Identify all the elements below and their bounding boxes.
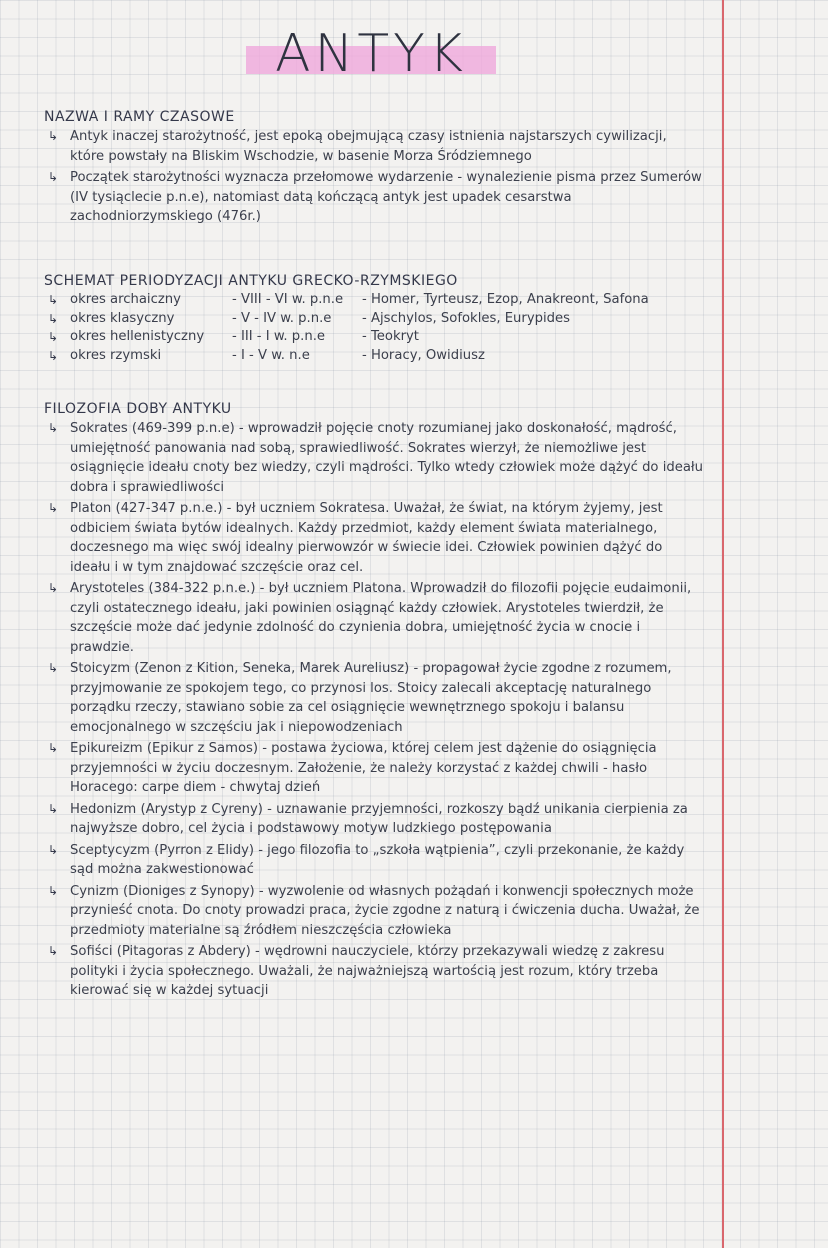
list-item	[44, 739, 704, 798]
item-text: (Dioniges z Synopy) - wyzwolenie od własnych pożądań i konwencji społecznych może przynieść cnota. Do cnoty prowadzi praca, życie zgodne z naturą i ćwiczenia ducha. Uważał, że przedmioty materialne są źródłem nieszczęścia człowieka	[70, 883, 700, 938]
period-authors: - Homer, Tyrteusz, Ezop, Anakreont, Safona	[362, 292, 649, 307]
arrow-icon: ↳	[48, 311, 59, 326]
section-heading: SCHEMAT PERIODYZACJI ANTYKU GRECKO-RZYMSKIEGO	[44, 273, 458, 289]
period-row	[44, 328, 704, 347]
section-periodization	[44, 270, 704, 365]
term: Cynizm	[70, 883, 119, 899]
period-name: okres archaiczny	[70, 292, 181, 307]
item-text: (Pitagoras z Abdery) - wędrowni nauczyciele, którzy przekazywali wiedzę z zakresu polityki i życia społecznego. Uważali, że najważniejszą wartością jest rozum, który trzeba kierować się w każdej sytuacji	[70, 944, 665, 998]
arrow-icon: ↳	[48, 581, 59, 595]
arrow-icon: ↳	[48, 883, 59, 898]
term: Sceptycyzm	[70, 842, 150, 858]
title-text: ANTYK	[274, 24, 468, 84]
term: Hedonizm	[70, 801, 137, 817]
period-dates: - III - I w. p.n.e	[232, 329, 326, 344]
arrow-icon: ↳	[48, 741, 59, 755]
item-text: (Arystyp z Cyreny) - uznawanie przyjemności, rozkoszy bądź unikania cierpienia za najwyższe dobro, cel życia i podstawowy motyw ludzkiego postępowania	[70, 801, 688, 836]
list-item	[44, 841, 704, 880]
list-item	[44, 579, 704, 657]
period-name: okres rzymski	[70, 347, 162, 363]
item-text: (469-399 p.n.e) - wprowadził pojęcie cnoty rozumianej jako doskonałość, mądrość, umiejętność panowania nad sobą, sprawiedliwość. Sokrates wierzył, że niemożliwe jest osiągnięcie ideału cnoty bez wiedzy, czyli mądrości. Tylko wtedy człowiek może dążyć do ideału dobra i sprawiedliwości	[70, 421, 704, 495]
arrow-icon: ↳	[48, 330, 59, 344]
arrow-icon: ↳	[48, 501, 59, 515]
list-item	[44, 419, 704, 497]
arrow-icon: ↳	[48, 661, 59, 675]
item-text: Antyk inaczej starożytność, jest epoką obejmującą czasy istnienia najstarszych cywilizacji, które powstały na Bliskim Wschodzie, w basenie Morza Śródziemnego	[70, 129, 667, 164]
list-item	[44, 882, 704, 941]
period-authors: - Ajschylos, Sofokles, Eurypides	[362, 310, 571, 326]
arrow-icon: ↳	[48, 348, 59, 363]
margin-line	[722, 0, 724, 1248]
section-name-and-timeframe	[44, 106, 704, 229]
period-dates: - VIII - VI w. p.n.e	[232, 292, 344, 307]
arrow-icon: ↳	[48, 129, 59, 143]
arrow-icon: ↳	[48, 801, 59, 816]
period-authors: - Teokryt	[362, 329, 419, 344]
list-item	[44, 800, 704, 839]
item-text: (384-322 p.n.e.) - był uczniem Platona. Wprowadził do filozofii pojęcie eudaimonii, czyli ostatecznego ideału, jaki powinien osiągnąć każdy człowiek. Arystoteles twierdził, że szczęście może dać jedynie zdolność do czynienia dobra, umiejętność życia w cnocie i prawdzie.	[70, 581, 692, 655]
list-item	[44, 659, 704, 737]
period-authors: - Horacy, Owidiusz	[362, 347, 485, 363]
term: Sofiści	[70, 944, 113, 959]
period-row	[44, 291, 704, 310]
term: Arystoteles	[70, 581, 145, 596]
period-dates: - I - V w. n.e	[232, 347, 310, 363]
period-name: okres klasyczny	[70, 310, 175, 326]
arrow-icon: ↳	[48, 293, 59, 307]
section-philosophy	[44, 398, 704, 1003]
list-item	[44, 168, 704, 227]
list-item	[44, 499, 704, 577]
term: Epikureizm	[70, 741, 143, 756]
section-heading: FILOZOFIA DOBY ANTYKU	[44, 401, 232, 417]
arrow-icon: ↳	[48, 842, 59, 857]
list-item	[44, 942, 704, 1001]
page-title	[246, 24, 496, 94]
item-text: (Epikur z Samos) - postawa życiowa, której celem jest dążenie do osiągnięcia przyjemności w życiu doczesnym. Założenie, że należy korzystać z każdej chwili - hasło Horacego: carpe diem - chwytaj dzień	[70, 741, 657, 795]
term: Platon	[70, 501, 112, 516]
list-item	[44, 127, 704, 166]
period-dates: - V - IV w. p.n.e	[232, 310, 332, 326]
arrow-icon: ↳	[48, 421, 59, 435]
period-row	[44, 347, 704, 366]
item-text: (427-347 p.n.e.) - był uczniem Sokratesa. Uważał, że świat, na którym żyjemy, jest odbiciem świata bytów idealnych. Każdy przedmiot, każdy element świata materialnego, doczesnego ma więc swój idealny pierwowzór w świecie idei. Człowiek powinien dążyć do ideału i w tym znajdować szczęście oraz cel.	[70, 501, 663, 575]
term: Sokrates	[70, 421, 128, 436]
term: Stoicyzm	[70, 661, 131, 676]
period-name: okres hellenistyczny	[70, 329, 205, 344]
period-row	[44, 310, 704, 329]
section-heading: NAZWA I RAMY CZASOWE	[44, 109, 235, 125]
item-text: (Pyrron z Elidy) - jego filozofia to „szkoła wątpienia”, czyli przekonanie, że każdy sąd można zakwestionować	[70, 842, 685, 877]
item-text: (Zenon z Kition, Seneka, Marek Aureliusz) - propagował życie zgodne z rozumem, przyjmowanie ze spokojem tego, co przynosi los. Stoicy zalecali akceptację naturalnego porządku rzeczy, stawiano sobie za cel osiągnięcie wewnętrznego spokoju i balansu emocjonalnego w szczęściu jak i niepowodzeniach	[70, 661, 672, 735]
arrow-icon: ↳	[48, 944, 59, 958]
arrow-icon: ↳	[48, 170, 59, 184]
item-text: Początek starożytności wyznacza przełomowe wydarzenie - wynalezienie pisma przez Sumerów (IV tysiąclecie p.n.e), natomiast datą kończącą antyk jest upadek cesarstwa zachodniorzymskiego (476r.)	[70, 170, 702, 224]
